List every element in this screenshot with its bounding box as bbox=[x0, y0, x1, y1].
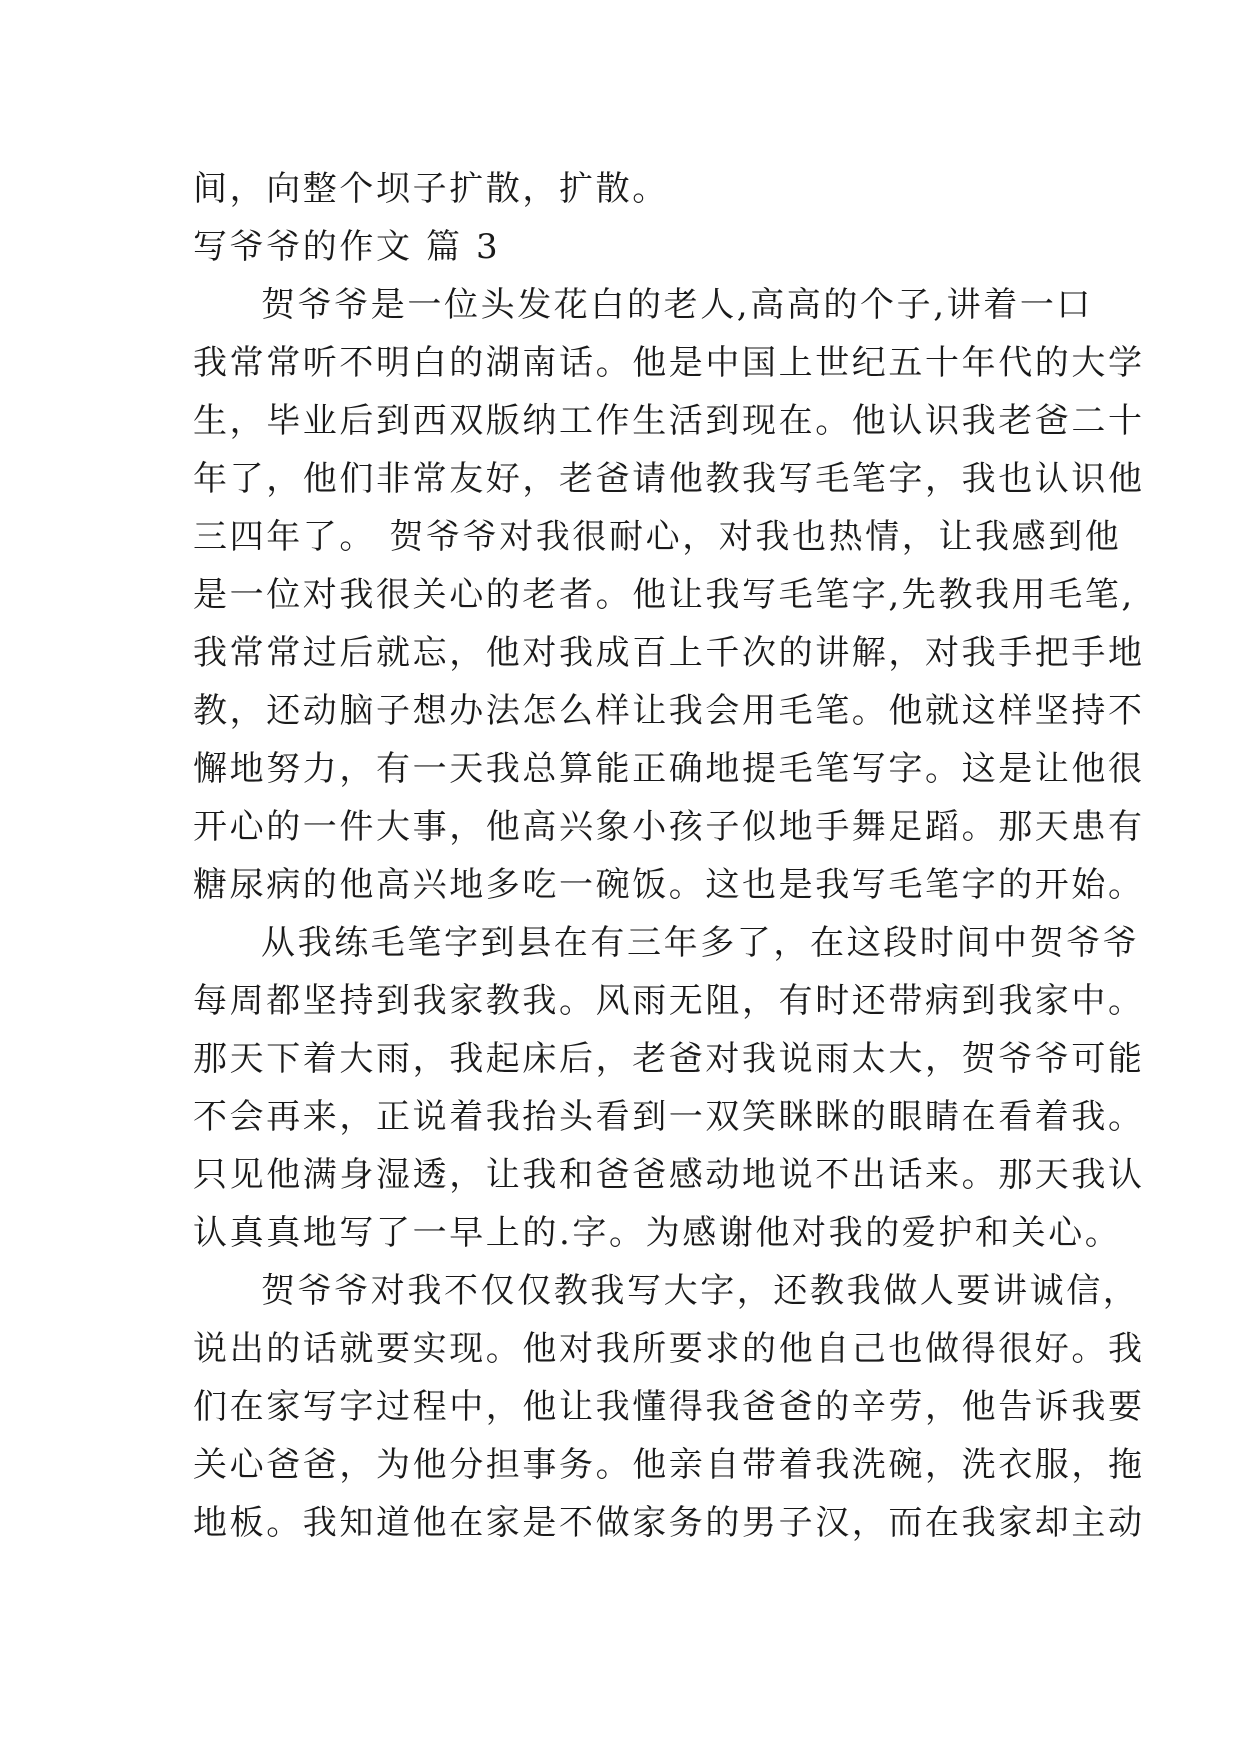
text-line: 地板。我知道他在家是不做家务的男子汉，而在我家却主动 bbox=[193, 1503, 1145, 1543]
text-line: 是一位对我很关心的老者。他让我写毛笔字,先教我用毛笔, bbox=[193, 575, 1135, 615]
text-line: 间，向整个坝子扩散，扩散。 bbox=[193, 169, 669, 209]
text-line: 懈地努力，有一天我总算能正确地提毛笔写字。这是让他很 bbox=[193, 749, 1145, 789]
text-line: 关心爸爸，为他分担事务。他亲自带着我洗碗，洗衣服，拖 bbox=[193, 1445, 1145, 1485]
text-line: 糖尿病的他高兴地多吃一碗饭。这也是我写毛笔字的开始。 bbox=[193, 865, 1145, 905]
text-line: 们在家写字过程中，他让我懂得我爸爸的辛劳，他告诉我要 bbox=[193, 1387, 1145, 1427]
text-line: 教，还动脑子想办法怎么样让我会用毛笔。他就这样坚持不 bbox=[193, 691, 1145, 731]
document-page bbox=[193, 160, 1145, 1552]
text-line: 只见他满身湿透，让我和爸爸感动地说不出话来。那天我认 bbox=[193, 1155, 1145, 1195]
text-line: 每周都坚持到我家教我。风雨无阻，有时还带病到我家中。 bbox=[193, 981, 1145, 1021]
text-line: 三四年了。 贺爷爷对我很耐心，对我也热情，让我感到他 bbox=[193, 517, 1122, 557]
paragraph-first-line: 贺爷爷对我不仅仅教我写大字，还教我做人要讲诚信， bbox=[261, 1271, 1140, 1311]
text-line: 我常常过后就忘，他对我成百上千次的讲解，对我手把手地 bbox=[193, 633, 1145, 673]
text-line: 年了，他们非常友好，老爸请他教我写毛笔字，我也认识他 bbox=[193, 459, 1145, 499]
text-line: 说出的话就要实现。他对我所要求的他自己也做得很好。我 bbox=[193, 1329, 1145, 1369]
text-line: 我常常听不明白的湖南话。他是中国上世纪五十年代的大学 bbox=[193, 343, 1145, 383]
text-line: 不会再来，正说着我抬头看到一双笑眯眯的眼睛在看着我。 bbox=[193, 1097, 1145, 1137]
text-line: 生，毕业后到西双版纳工作生活到现在。他认识我老爸二十 bbox=[193, 401, 1145, 441]
section-heading: 写爷爷的作文 篇 3 bbox=[193, 227, 501, 267]
text-line: 那天下着大雨，我起床后，老爸对我说雨太大，贺爷爷可能 bbox=[193, 1039, 1145, 1079]
paragraph-first-line: 贺爷爷是一位头发花白的老人,高高的个子,讲着一口 bbox=[261, 285, 1094, 325]
text-line: 开心的一件大事，他高兴象小孩子似地手舞足蹈。那天患有 bbox=[193, 807, 1145, 847]
text-line: 认真真地写了一早上的.字。为感谢他对我的爱护和关心。 bbox=[193, 1213, 1122, 1253]
paragraph-first-line: 从我练毛笔字到县在有三年多了，在这段时间中贺爷爷 bbox=[261, 923, 1140, 963]
